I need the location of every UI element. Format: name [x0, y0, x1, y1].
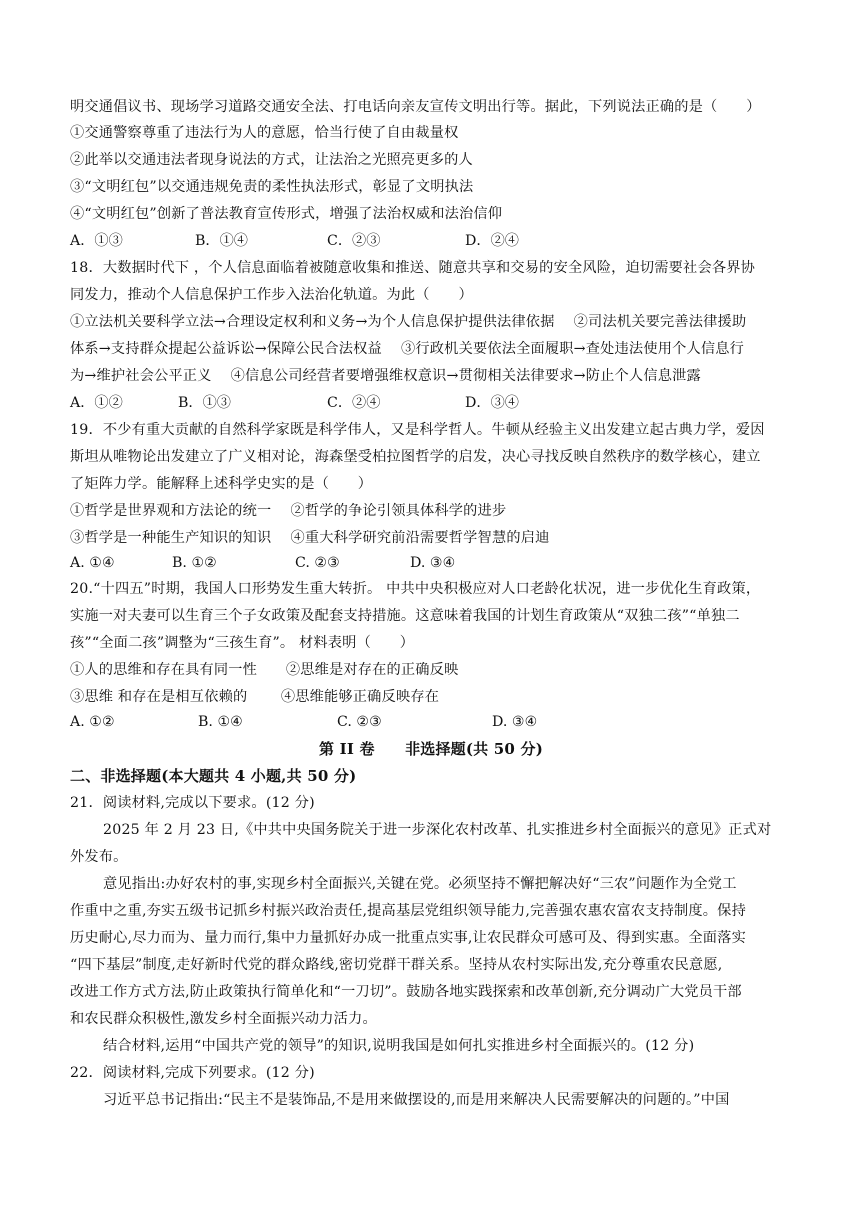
q20-statements-line-1: ①人的思维和存在具有同一性 ②思维是对存在的正确反映: [70, 662, 459, 678]
part2-title: 第 II 卷 非选择题(共 50 分): [319, 740, 543, 758]
q19-statements-line-1: ①哲学是世界观和方法论的统一 ②哲学的争论引领具体科学的进步: [70, 503, 507, 519]
q20-statements-line-2: ③思维 和存在是相互依赖的 ④思维能够正确反映存在: [70, 689, 440, 705]
q18-statements-line-1: ①立法机关要科学立法→合理设定权利和义务→为个人信息保护提供法律依据 ②司法机关要完善法律援助: [70, 314, 747, 330]
q22-stem: 22．阅读材料,完成下列要求。(12 分): [70, 1065, 315, 1081]
q20-option-c: C. ②③: [337, 714, 382, 730]
q18-stem-line-1: 18．大数据时代下 ，个人信息面临着被随意收集和推送、随意共享和交易的安全风险，迫切需要社会各界协: [70, 260, 755, 276]
q17-option-d: D．②④: [465, 233, 519, 249]
q17-option-c: C．②③: [327, 233, 381, 249]
q18-statements-line-3: 为→维护社会公平正义 ④信息公司经营者要增强维权意识→贯彻相关法律要求→防止个人信息泄露: [70, 368, 701, 384]
q21-material-p2-line-3: 历史耐心,尽力而为、量力而行,集中力量抓好办成一批重点实事,让农民群众可感可及、得到实惠。全面落实: [70, 930, 746, 946]
q21-material-p1-line-2: 外发布。: [70, 849, 128, 865]
q18-option-b: B．①③: [178, 395, 231, 411]
q17-options: [70, 231, 792, 251]
q19-option-d: D. ③④: [410, 555, 456, 571]
q19-option-c: C. ②③: [295, 555, 340, 571]
q19-statements-line-2: ③哲学是一种能生产知识的知识 ④重大科学研究前沿需要哲学智慧的启迪: [70, 530, 550, 546]
q19-option-b: B. ①②: [172, 555, 217, 571]
q19-option-a: A. ①④: [70, 555, 115, 571]
q20-stem-line-1: 20.“十四五”时期，我国人口形势发生重大转折。 中共中央积极应对人口老龄化状况，进一步优化生育政策，: [70, 581, 761, 597]
q19-stem-line-2: 斯坦从唯物论出发建立了广义相对论，海森堡受柏拉图哲学的启发，决心寻找反映自然秩序的数学核心，建立: [70, 449, 761, 465]
q18-option-a: A．①②: [70, 395, 123, 411]
q17-statement-2: ②此举以交通违法者现身说法的方式，让法治之光照亮更多的人: [70, 152, 473, 168]
q19-stem-line-1: 19．不少有重大贡献的自然科学家既是科学伟人，又是科学哲人。牛顿从经验主义出发建立起古典力学，爱因: [70, 422, 765, 438]
q18-stem-line-2: 同发力，推动个人信息保护工作步入法治化轨道。为此（ ）: [70, 287, 473, 303]
q21-question: 结合材料,运用“中国共产党的领导”的知识,说明我国是如何扎实推进乡村全面振兴的。(12 分): [103, 1038, 695, 1054]
q20-stem-line-3: 孩”“全面二孩”调整为“三孩生育”。 材料表明（ ）: [70, 635, 415, 651]
q21-material-p2-line-5: 改进工作方式方法,防止政策执行简单化和“一刀切”。鼓励各地实践探索和改革创新,充分调动广大党员干部: [70, 984, 742, 1000]
q21-material-p2-line-6: 和农民群众积极性,激发乡村全面振兴动力活力。: [70, 1011, 377, 1027]
q20-option-a: A. ①②: [70, 714, 115, 730]
q20-stem-line-2: 实施一对夫妻可以生育三个子女政策及配套支持措施。这意味着我国的计划生育政策从“双独二孩”“单独二: [70, 608, 740, 624]
q18-option-d: D．③④: [465, 395, 519, 411]
q19-stem-line-3: 了矩阵力学。能解释上述科学史实的是（ ）: [70, 476, 373, 492]
q20-option-b: B. ①④: [198, 714, 243, 730]
q17-option-b: B．①④: [195, 233, 248, 249]
q17-statement-1: ①交通警察尊重了违法行为人的意愿，恰当行使了自由裁量权: [70, 125, 459, 141]
q21-material-p2-line-2: 作重中之重,夯实五级书记抓乡村振兴政治责任,提高基层党组织领导能力,完善强农惠农富农支持制度。保持: [70, 903, 746, 919]
q17-statement-4: ④“文明红包”创新了普法教育宣传形式，增强了法治权威和法治信仰: [70, 206, 503, 222]
q18-options: [70, 393, 792, 413]
q21-material-p2-line-1: 意见指出:办好农村的事,实现乡村全面振兴,关键在党。必须坚持不懈把解决好“三农”问题作为全党工: [103, 876, 737, 892]
q18-statements-line-2: 体系→支持群众提起公益诉讼→保障公民合法权益 ③行政机关要依法全面履职→查处违法使用个人信息行: [70, 341, 745, 357]
q17-stem-line: 明交通倡议书、现场学习道路交通安全法、打电话向亲友宣传文明出行等。据此，下列说法正确的是（ ）: [70, 99, 761, 115]
q17-statement-3: ③“文明红包”以交通违规免责的柔性执法形式，彰显了文明执法: [70, 179, 474, 195]
q21-stem: 21．阅读材料,完成以下要求。(12 分): [70, 795, 315, 811]
section2-heading: 二、非选择题(本大题共 4 小题,共 50 分): [70, 767, 357, 785]
q20-option-d: D. ③④: [492, 714, 538, 730]
q22-material-line-1: 习近平总书记指出:“民主不是装饰品,不是用来做摆设的,而是用来解决人民需要解决的问题的。”中国: [103, 1092, 730, 1108]
q19-options: [70, 553, 792, 573]
q20-options: [70, 712, 792, 732]
q18-option-c: C．②④: [327, 395, 381, 411]
q21-material-p1-line-1: 2025 年 2 月 23 日,《中共中央国务院关于进一步深化农村改革、扎实推进乡村全面振兴的意见》正式对: [103, 822, 772, 838]
q17-option-a: A．①③: [70, 233, 123, 249]
q21-material-p2-line-4: “四下基层”制度,走好新时代党的群众路线,密切党群干群关系。坚持从农村实际出发,充分尊重农民意愿,: [70, 957, 723, 973]
